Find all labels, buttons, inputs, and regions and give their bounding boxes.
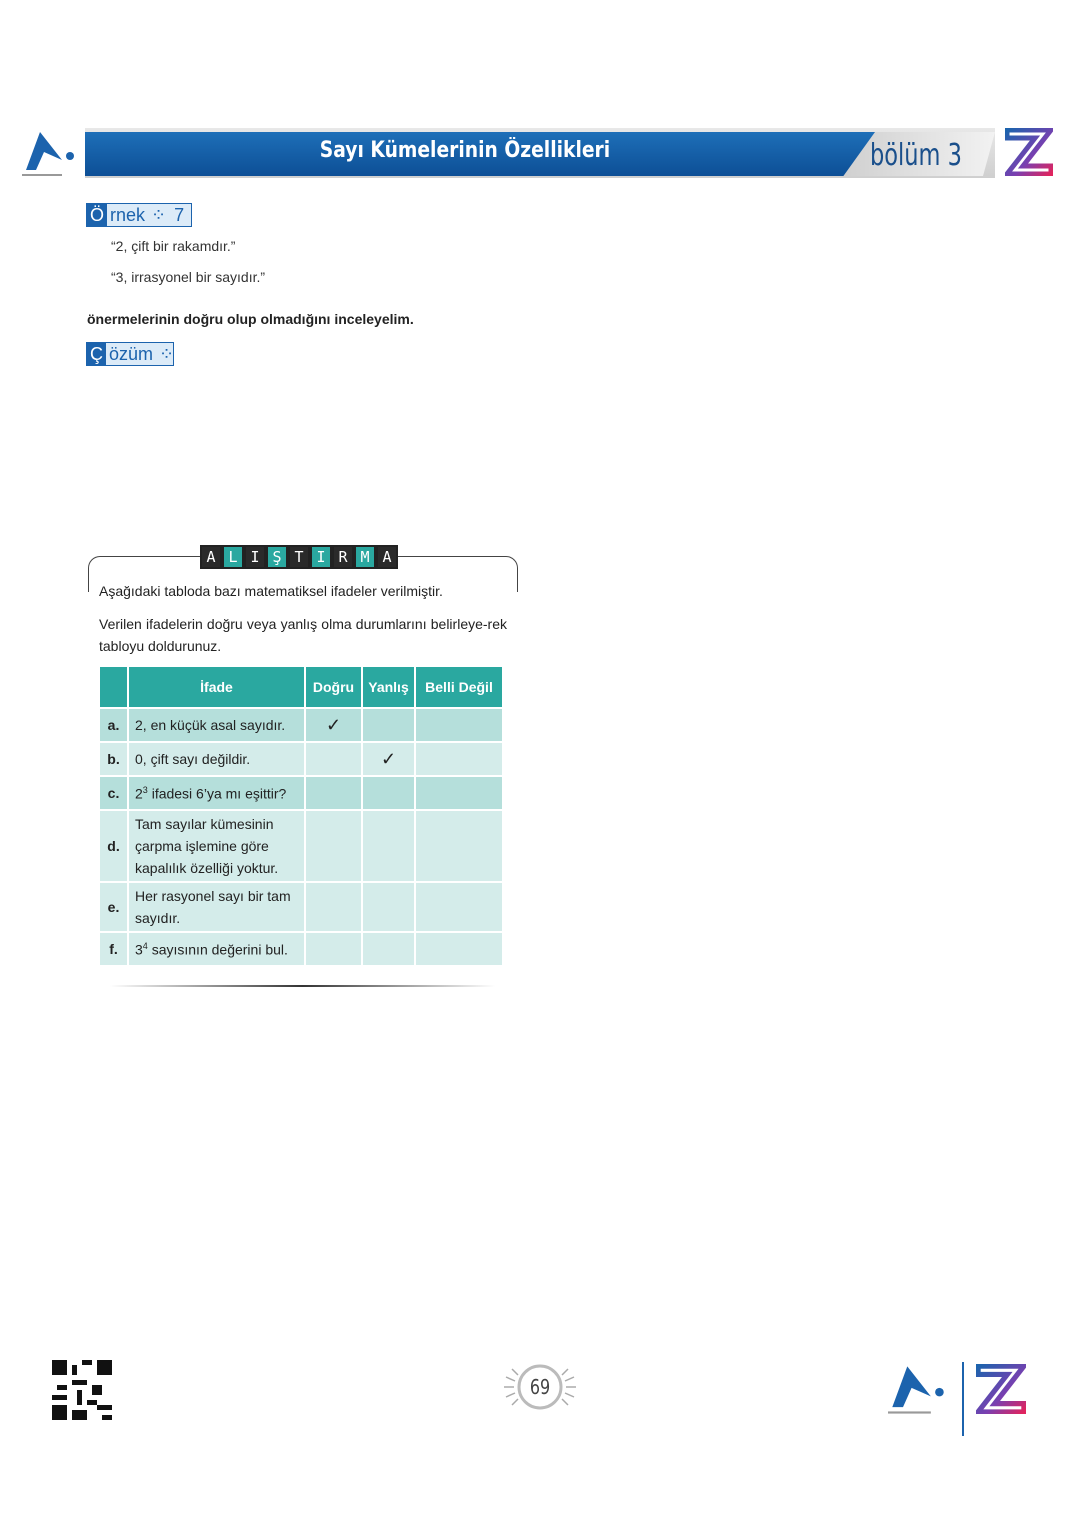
exercise-table [98, 665, 504, 967]
row-text: Her rasyonel sayı bir tam sayıdır. [129, 883, 304, 931]
table-header [100, 667, 502, 707]
cell-dogru[interactable]: ✓ [306, 709, 361, 741]
cell-yanlis[interactable] [363, 933, 414, 965]
example-prompt: önermelerinin doğru olup olmadığını inceleyelim. [87, 311, 414, 327]
cell-dogru[interactable] [306, 811, 361, 881]
cell-belli[interactable] [416, 743, 502, 775]
table-row [100, 933, 502, 965]
cell-dogru[interactable] [306, 883, 361, 931]
tag-initial: Ç [87, 343, 106, 365]
exercise-instruction: Verilen ifadelerin doğru veya yanlış olma durumlarını belirleye-rek tabloyu doldurunuz. [99, 616, 507, 654]
table-row [100, 883, 502, 931]
col-header-dogru: Doğru [306, 667, 361, 707]
publisher-logo [22, 130, 78, 183]
title-letter: I [310, 545, 332, 569]
section-label: bölüm 3 [870, 138, 962, 173]
statement-2: “3, irrasyonel bir sayıdır.” [111, 269, 266, 285]
z-logo [1005, 128, 1053, 181]
col-header-ifade: İfade [129, 667, 304, 707]
table-row [100, 743, 502, 775]
cell-yanlis[interactable] [363, 811, 414, 881]
title-letter: R [332, 545, 354, 569]
title-letter: Ş [266, 545, 288, 569]
example-number: 7 [174, 204, 185, 225]
cell-dogru[interactable] [306, 777, 361, 809]
cell-dogru[interactable] [306, 933, 361, 965]
table-row [100, 777, 502, 809]
exponent: 3 [142, 784, 148, 795]
table-row [100, 709, 502, 741]
row-text: Tam sayılar kümesinin çarpma işlemine göre kapalılık özelliği yoktur. [129, 811, 304, 881]
title-letter: M [354, 545, 376, 569]
col-header-yanlis: Yanlış [363, 667, 414, 707]
example-tag [86, 203, 192, 227]
cell-belli[interactable] [416, 811, 502, 881]
page-number: 69 [529, 1375, 551, 1399]
cell-belli[interactable] [416, 777, 502, 809]
base: 3 [135, 941, 143, 958]
solution-tag [86, 342, 174, 366]
cell-belli[interactable] [416, 709, 502, 741]
base: 2 [135, 785, 143, 802]
title-letter: T [288, 545, 310, 569]
z-logo-footer [976, 1364, 1026, 1419]
row-label: e. [100, 883, 127, 931]
tag-text: özüm [109, 343, 154, 364]
text: ifadesi 6’ya mı eşittir? [147, 785, 287, 802]
text: sayısının değerini bul. [147, 941, 288, 958]
cell-yanlis[interactable] [363, 777, 414, 809]
exercise-bottom-rule [110, 985, 495, 987]
title-letter: I [244, 545, 266, 569]
exercise-intro: Aşağıdaki tabloda bazı matematiksel ifadeler verilmiştir. [99, 583, 511, 599]
exercise-title [200, 545, 398, 569]
cell-yanlis[interactable] [363, 709, 414, 741]
tag-initial: Ö [87, 204, 107, 226]
row-text [129, 777, 304, 809]
col-header [100, 667, 127, 707]
cell-yanlis[interactable]: ✓ [363, 743, 414, 775]
table-row [100, 811, 502, 881]
tag-text: rnek [110, 204, 146, 225]
row-label: c. [100, 777, 127, 809]
cell-yanlis[interactable] [363, 883, 414, 931]
row-label: a. [100, 709, 127, 741]
row-text [129, 933, 304, 965]
footer-divider [962, 1362, 964, 1436]
page-title: Sayı Kümelerinin Özellikleri [319, 138, 611, 163]
row-label: d. [100, 811, 127, 881]
title-letter: L [222, 545, 244, 569]
publisher-logo-footer [888, 1362, 948, 1423]
row-label: b. [100, 743, 127, 775]
exponent: 4 [142, 940, 148, 951]
qr-code [52, 1360, 112, 1425]
cell-dogru[interactable] [306, 743, 361, 775]
dots-icon: ⁘ [159, 343, 175, 364]
dots-icon: ⁘ [151, 204, 167, 225]
title-letter: A [376, 545, 398, 569]
row-label: f. [100, 933, 127, 965]
cell-belli[interactable] [416, 933, 502, 965]
title-letter: A [200, 545, 222, 569]
statement-1: “2, çift bir rakamdır.” [111, 238, 236, 254]
cell-belli[interactable] [416, 883, 502, 931]
row-text: 0, çift sayı değildir. [129, 743, 304, 775]
col-header-belli-degil: Belli Değil [416, 667, 502, 707]
row-text: 2, en küçük asal sayıdır. [129, 709, 304, 741]
